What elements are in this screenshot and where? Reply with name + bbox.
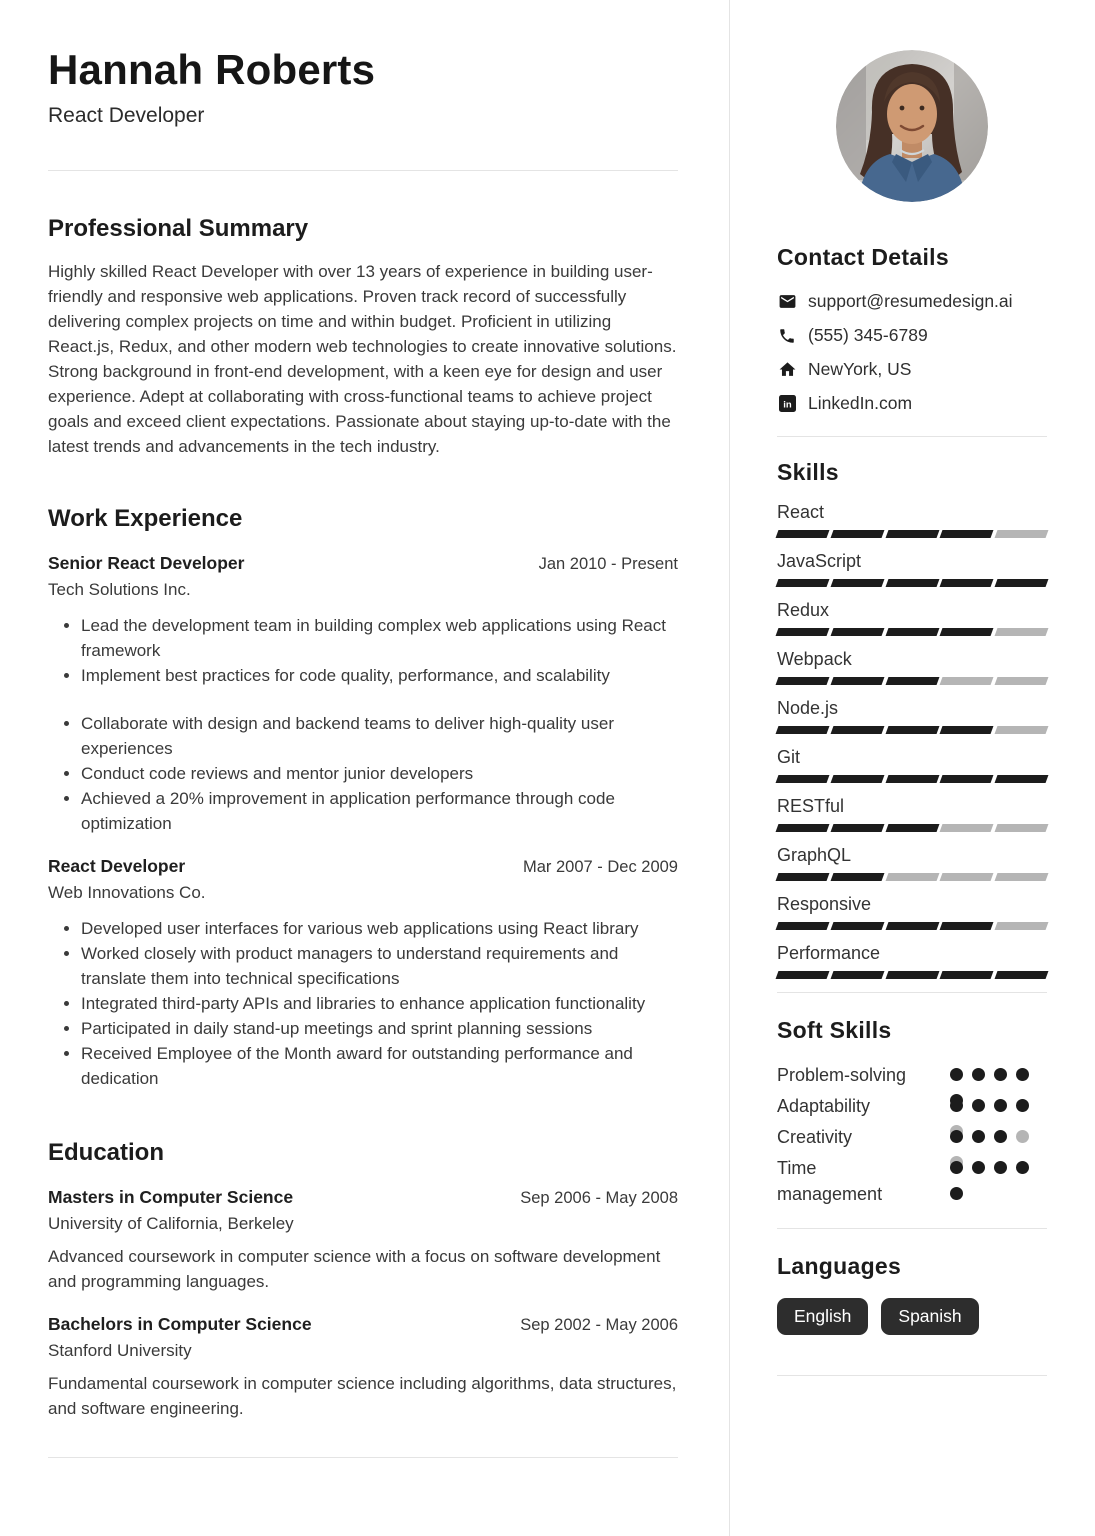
soft-skills-heading: Soft Skills <box>777 1017 892 1043</box>
education-period: Sep 2006 - May 2008 <box>520 1189 678 1207</box>
job-company: Tech Solutions Inc. <box>48 580 191 599</box>
rating-dot-filled <box>972 1099 985 1112</box>
job-entry <box>48 553 678 836</box>
education-period: Sep 2002 - May 2006 <box>520 1316 678 1334</box>
skill-list <box>777 502 1047 979</box>
soft-skill-list <box>777 1062 1047 1212</box>
skill-bar-segment-filled <box>940 775 994 783</box>
soft-skill-name: Adaptability <box>777 1096 871 1116</box>
job-bullet: • Received Employee of the Month award for outstanding performance and dedication <box>81 1041 678 1091</box>
job-title: React Developer <box>48 856 186 876</box>
job-header <box>48 856 678 877</box>
skill-bar <box>777 530 1047 538</box>
skill-bar-segment-filled <box>776 824 830 832</box>
skill-bar-segment-filled <box>885 530 939 538</box>
skill-bar-segment-empty <box>940 873 994 881</box>
summary-text: Highly skilled React Developer with over 13 years of experience in building user-friendly and responsive web applications. Proven track record of successfully delivering complex projects on time and within budget. Proficient in utilizing React.js, Redux, and other modern web technologies to create innovative solutions. Strong background in front-end development, with a keen eye for design and user experience. Adept at collaborating with cross-functional teams to achieve project goals and exceed client expectations. Passionate about staying up-to-date with the latest trends and advancements in the tech industry. <box>48 262 677 456</box>
skill-item <box>777 551 1047 587</box>
rating-dot-filled <box>1016 1099 1029 1112</box>
skill-name: Redux <box>777 600 830 620</box>
skills-heading: Skills <box>777 459 839 485</box>
skill-bar-segment-empty <box>995 726 1049 734</box>
job-bullet: • Worked closely with product managers to understand requirements and translate them into technical specifications <box>81 941 678 991</box>
soft-skill-name: Problem-solving <box>777 1065 907 1085</box>
job-bullet: • Participated in daily stand-up meetings and sprint planning sessions <box>81 1016 678 1041</box>
skill-bar-segment-filled <box>885 579 939 587</box>
person-role: React Developer <box>48 104 205 127</box>
skill-bar-segment-empty <box>940 677 994 685</box>
skill-bar-segment-filled <box>940 922 994 930</box>
skill-bar <box>777 922 1047 930</box>
job-bullet-list <box>48 613 678 836</box>
rating-dot-filled <box>950 1161 963 1174</box>
rating-dot-filled <box>994 1068 1007 1081</box>
skill-bar-segment-filled <box>830 579 884 587</box>
job-header <box>48 553 678 574</box>
skill-bar-segment-filled <box>776 922 830 930</box>
rating-dot-filled <box>972 1130 985 1143</box>
soft-skill-name: Creativity <box>777 1127 853 1147</box>
sidebar <box>777 0 1047 1376</box>
skill-bar-segment-empty <box>995 677 1049 685</box>
skill-name: React <box>777 502 825 522</box>
skill-bar-segment-filled <box>940 628 994 636</box>
language-list <box>777 1298 1047 1335</box>
rating-dot-filled <box>994 1161 1007 1174</box>
education-description: Advanced coursework in computer science with a focus on software development and programming languages. <box>48 1247 661 1291</box>
skill-item <box>777 894 1047 930</box>
skill-item <box>777 600 1047 636</box>
education-header <box>48 1314 678 1335</box>
skill-bar <box>777 971 1047 979</box>
job-bullet-list <box>48 916 678 1091</box>
skill-item <box>777 649 1047 685</box>
education-degree: Bachelors in Computer Science <box>48 1314 312 1334</box>
rating-dot-filled <box>994 1130 1007 1143</box>
skill-bar-segment-filled <box>995 971 1049 979</box>
skill-bar <box>777 726 1047 734</box>
rating-dot-filled <box>950 1187 963 1200</box>
job-bullet: • Integrated third-party APIs and libraries to enhance application functionality <box>81 991 678 1016</box>
rating-dot-filled <box>994 1099 1007 1112</box>
phone-icon <box>777 326 797 346</box>
education-heading: Education <box>48 1139 165 1166</box>
skill-bar <box>777 677 1047 685</box>
skill-bar-segment-filled <box>940 579 994 587</box>
job-title: Senior React Developer <box>48 553 245 573</box>
contact-text: LinkedIn.com <box>808 393 913 413</box>
job-company: Web Innovations Co. <box>48 883 206 902</box>
main-column <box>48 0 678 1458</box>
skill-item <box>777 502 1047 538</box>
skill-item <box>777 943 1047 979</box>
skill-name: RESTful <box>777 796 845 816</box>
skill-bar <box>777 824 1047 832</box>
rating-dot-filled <box>1016 1161 1029 1174</box>
skill-bar-segment-filled <box>830 726 884 734</box>
contact-item <box>777 359 1047 380</box>
skill-name: JavaScript <box>777 551 862 571</box>
skill-bar-segment-empty <box>995 824 1049 832</box>
job-bullet: • Implement best practices for code quality, performance, and scalability <box>81 663 678 688</box>
skill-bar-segment-filled <box>776 726 830 734</box>
soft-skill-item <box>777 1062 1047 1093</box>
skill-bar-segment-empty <box>995 873 1049 881</box>
skill-bar-segment-filled <box>885 922 939 930</box>
skill-bar-segment-empty <box>995 628 1049 636</box>
skill-bar-segment-filled <box>995 579 1049 587</box>
skill-name: GraphQL <box>777 845 852 865</box>
skill-name: Webpack <box>777 649 852 669</box>
skill-bar-segment-empty <box>995 922 1049 930</box>
education-entry <box>48 1187 678 1294</box>
skill-bar-segment-filled <box>830 873 884 881</box>
contact-heading: Contact Details <box>777 244 949 270</box>
contact-list <box>777 291 1047 414</box>
skill-name: Git <box>777 747 801 767</box>
job-bullet: • Achieved a 20% improvement in application performance through code optimization <box>81 786 678 836</box>
contact-text: support@resumedesign.ai <box>808 291 1013 311</box>
skill-bar-segment-filled <box>940 971 994 979</box>
soft-skill-dots <box>950 1161 1038 1174</box>
skill-bar-segment-filled <box>885 628 939 636</box>
person-name: Hannah Roberts <box>48 46 376 93</box>
contact-item[interactable] <box>777 291 1047 312</box>
skill-bar <box>777 579 1047 587</box>
education-list <box>48 1187 678 1421</box>
avatar <box>836 50 988 202</box>
skill-bar-segment-filled <box>885 971 939 979</box>
skill-bar-segment-empty <box>885 873 939 881</box>
job-bullet: • Conduct code reviews and mentor junior developers <box>81 761 678 786</box>
svg-text:in: in <box>782 399 792 411</box>
skill-bar-segment-filled <box>776 677 830 685</box>
home-icon <box>777 360 797 380</box>
education-degree: Masters in Computer Science <box>48 1187 294 1207</box>
job-period: Mar 2007 - Dec 2009 <box>522 858 678 876</box>
skill-bar-segment-filled <box>885 726 939 734</box>
rating-dot-filled <box>950 1130 963 1143</box>
summary-heading: Professional Summary <box>48 215 309 242</box>
soft-skill-dots <box>950 1130 1038 1143</box>
soft-skill-item <box>777 1124 1047 1155</box>
skill-bar-segment-filled <box>830 824 884 832</box>
languages-divider <box>777 1375 1047 1376</box>
skill-bar <box>777 775 1047 783</box>
skill-bar-segment-filled <box>776 971 830 979</box>
header-divider <box>48 170 678 171</box>
rating-dot-filled <box>950 1068 963 1081</box>
work-heading: Work Experience <box>48 505 243 532</box>
mail-icon <box>777 292 797 312</box>
rating-dot-empty <box>1016 1130 1029 1143</box>
rating-dot-filled <box>972 1161 985 1174</box>
skill-item <box>777 845 1047 881</box>
skill-bar <box>777 873 1047 881</box>
education-description: Fundamental coursework in computer science including algorithms, data structures, and software engineering. <box>48 1374 677 1418</box>
contact-text: (555) 345-6789 <box>808 325 928 345</box>
skill-bar-segment-filled <box>995 775 1049 783</box>
avatar-photo-placeholder <box>836 50 988 202</box>
skill-bar-segment-filled <box>940 726 994 734</box>
soft-skill-item <box>777 1155 1047 1212</box>
skill-bar-segment-filled <box>830 530 884 538</box>
skill-name: Node.js <box>777 698 839 718</box>
skill-bar-segment-empty <box>940 824 994 832</box>
skill-bar-segment-filled <box>776 628 830 636</box>
rating-dot-filled <box>972 1068 985 1081</box>
soft-skill-item <box>777 1093 1047 1124</box>
column-divider <box>729 0 730 1536</box>
skill-bar <box>777 628 1047 636</box>
contact-item[interactable] <box>777 325 1047 346</box>
education-entry <box>48 1314 678 1421</box>
job-entry <box>48 856 678 1091</box>
skill-name: Performance <box>777 943 881 963</box>
education-school: University of California, Berkeley <box>48 1214 294 1233</box>
soft-skill-dots <box>950 1068 1038 1081</box>
job-bullet: • Collaborate with design and backend teams to deliver high-quality user experiences <box>81 711 678 761</box>
rating-dot-filled <box>950 1099 963 1112</box>
skill-bar-segment-empty <box>995 530 1049 538</box>
job-bullet: • Lead the development team in building complex web applications using React framework <box>81 613 678 663</box>
skill-bar-segment-filled <box>885 824 939 832</box>
skill-bar-segment-filled <box>940 530 994 538</box>
contact-text: NewYork, US <box>808 359 912 379</box>
skill-bar-segment-filled <box>830 677 884 685</box>
bottom-divider <box>48 1457 678 1458</box>
skill-item <box>777 698 1047 734</box>
skill-bar-segment-filled <box>776 579 830 587</box>
contact-divider <box>777 436 1047 437</box>
skill-bar-segment-filled <box>885 775 939 783</box>
skill-bar-segment-filled <box>830 922 884 930</box>
skill-item <box>777 747 1047 783</box>
skill-bar-segment-filled <box>776 775 830 783</box>
soft-skill-dots <box>950 1099 1038 1112</box>
education-header <box>48 1187 678 1208</box>
skill-name: Responsive <box>777 894 872 914</box>
skills-divider <box>777 992 1047 993</box>
job-bullet: • Developed user interfaces for various web applications using React library <box>81 916 678 941</box>
skill-bar-segment-filled <box>776 873 830 881</box>
job-period: Jan 2010 - Present <box>538 555 678 573</box>
linkedin-icon <box>777 394 797 414</box>
skill-bar-segment-filled <box>830 971 884 979</box>
language-badge: English <box>777 1298 868 1335</box>
skill-bar-segment-filled <box>776 530 830 538</box>
language-badge: Spanish <box>881 1298 978 1335</box>
rating-dot-filled <box>1016 1068 1029 1081</box>
education-school: Stanford University <box>48 1341 192 1360</box>
soft-skill-name: Time management <box>777 1158 883 1204</box>
skill-bar-segment-filled <box>830 628 884 636</box>
contact-item[interactable] <box>777 393 1047 414</box>
skill-bar-segment-filled <box>830 775 884 783</box>
job-list <box>48 553 678 1091</box>
languages-heading: Languages <box>777 1253 902 1279</box>
soft-skills-divider <box>777 1228 1047 1229</box>
skill-item <box>777 796 1047 832</box>
skill-bar-segment-filled <box>885 677 939 685</box>
